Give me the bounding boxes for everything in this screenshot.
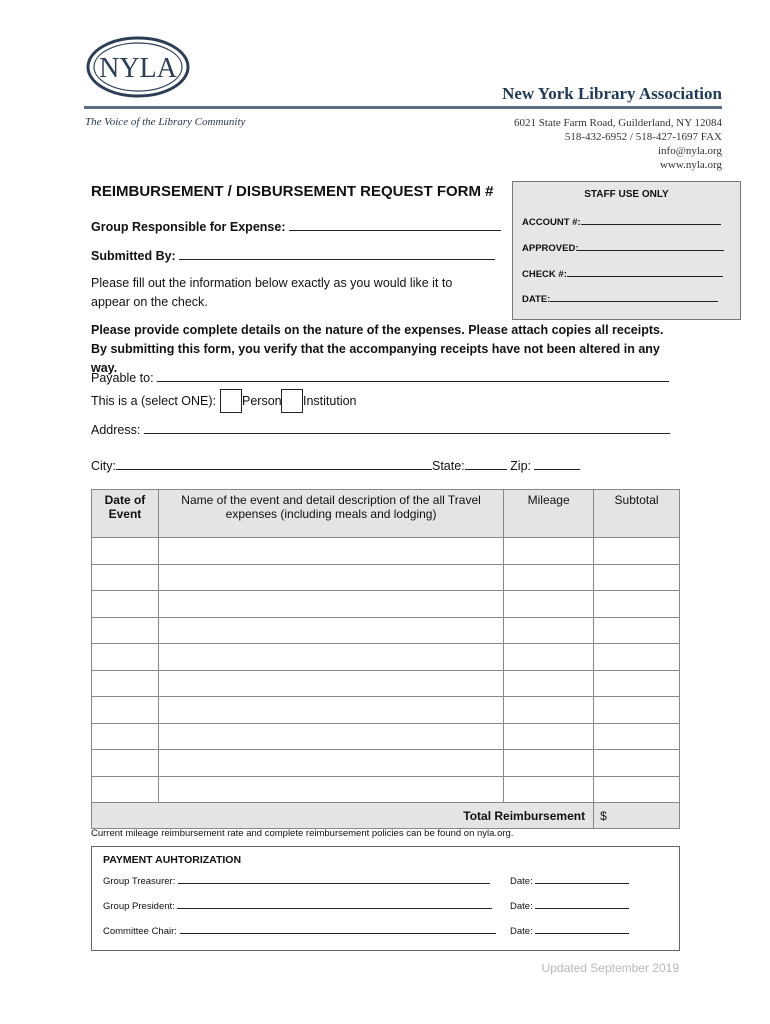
table-header-row (92, 490, 680, 538)
payable-field (91, 368, 669, 385)
expense-rows (92, 538, 680, 803)
address-label: Address: (91, 423, 141, 437)
header-rule (84, 106, 722, 109)
president-date-field (510, 898, 629, 912)
submitted-label: Submitted By: (91, 249, 176, 263)
address-field (91, 420, 670, 437)
president-label: Group President: (103, 901, 175, 912)
description-cell[interactable] (158, 617, 503, 644)
logo-text: NYLA (99, 53, 177, 84)
date-cell[interactable] (92, 591, 159, 618)
subtotal-cell[interactable] (594, 776, 680, 803)
approved-input[interactable] (578, 240, 724, 251)
submitted-input[interactable] (179, 246, 495, 260)
subtotal-cell[interactable] (594, 750, 680, 777)
subtotal-cell[interactable] (594, 617, 680, 644)
total-label: Total Reimbursement (92, 803, 594, 829)
description-cell[interactable] (158, 697, 503, 724)
col-description: Name of the event and detail description of the all Travel expenses (including meals and lodging) (158, 490, 503, 538)
chair-input[interactable] (180, 923, 496, 934)
table-row (92, 776, 680, 803)
person-checkbox[interactable] (220, 389, 242, 413)
table-row (92, 617, 680, 644)
date-cell[interactable] (92, 644, 159, 671)
subtotal-cell[interactable] (594, 564, 680, 591)
treasurer-label: Group Treasurer: (103, 876, 176, 887)
table-row (92, 564, 680, 591)
chair-date-label: Date: (510, 926, 533, 937)
check-field (522, 266, 723, 280)
instruction-text: Please fill out the information below exactly as you would like it to appear on the check. (91, 276, 453, 309)
city-label: City: (91, 459, 116, 473)
mileage-cell[interactable] (504, 776, 594, 803)
description-cell[interactable] (158, 750, 503, 777)
payment-authorization-box (91, 846, 680, 951)
date-cell[interactable] (92, 697, 159, 724)
table-row (92, 697, 680, 724)
date-label: DATE: (522, 294, 551, 305)
zip-label: Zip: (510, 459, 531, 473)
subtotal-cell[interactable] (594, 538, 680, 565)
treasurer-field (103, 873, 490, 887)
date-field (522, 291, 718, 305)
col-subtotal: Subtotal (594, 490, 680, 538)
date-cell[interactable] (92, 723, 159, 750)
date-cell[interactable] (92, 564, 159, 591)
mileage-cell[interactable] (504, 644, 594, 671)
state-label: State: (432, 459, 465, 473)
date-cell[interactable] (92, 750, 159, 777)
description-cell[interactable] (158, 564, 503, 591)
table-row (92, 591, 680, 618)
payable-input[interactable] (157, 368, 669, 382)
mileage-cell[interactable] (504, 617, 594, 644)
staff-title: STAFF USE ONLY (584, 189, 669, 200)
chair-field (103, 923, 496, 937)
group-input[interactable] (289, 217, 501, 231)
description-cell[interactable] (158, 538, 503, 565)
description-cell[interactable] (158, 723, 503, 750)
person-option-label: Person (242, 394, 282, 408)
table-row (92, 670, 680, 697)
group-label: Group Responsible for Expense: (91, 220, 286, 234)
treasurer-date-label: Date: (510, 876, 533, 887)
zip-input[interactable] (534, 456, 580, 470)
date-cell[interactable] (92, 670, 159, 697)
form-title: REIMBURSEMENT / DISBURSEMENT REQUEST FORM # (91, 183, 494, 200)
email-line: info@nyla.org (657, 145, 722, 157)
org-address (514, 116, 722, 172)
org-name: New York Library Association (502, 84, 722, 103)
table-row (92, 538, 680, 565)
mileage-cell[interactable] (504, 564, 594, 591)
mileage-cell[interactable] (504, 591, 594, 618)
address-input[interactable] (144, 420, 670, 434)
institution-checkbox[interactable] (281, 389, 303, 413)
description-cell[interactable] (158, 670, 503, 697)
phone-line: 518-432-6952 / 518-427-1697 FAX (564, 131, 722, 143)
chair-date-input[interactable] (535, 923, 629, 934)
approved-field (522, 240, 724, 254)
tagline: The Voice of the Library Community (85, 116, 246, 128)
nyla-logo (85, 35, 193, 99)
account-input[interactable] (581, 214, 721, 225)
mileage-cell[interactable] (504, 538, 594, 565)
subtotal-cell[interactable] (594, 644, 680, 671)
date-cell[interactable] (92, 538, 159, 565)
subtotal-cell[interactable] (594, 591, 680, 618)
treasurer-date-input[interactable] (535, 873, 629, 884)
treasurer-input[interactable] (178, 873, 490, 884)
president-date-input[interactable] (535, 898, 629, 909)
details-notice: Please provide complete details on the nature of the expenses. Please attach copies all receipts. By submitting this form, you verify that the accompanying receipts have not been altered in any way. (91, 323, 664, 375)
mileage-cell[interactable] (504, 750, 594, 777)
expense-table (91, 489, 680, 829)
treasurer-date-field (510, 873, 629, 887)
updated-date: Updated September 2019 (541, 961, 679, 975)
submitted-field (91, 246, 495, 263)
chair-label: Committee Chair: (103, 926, 177, 937)
table-row (92, 644, 680, 671)
city-input[interactable] (116, 456, 432, 470)
col-mileage: Mileage (504, 490, 594, 538)
institution-option-label: Institution (303, 394, 357, 408)
date-cell[interactable] (92, 776, 159, 803)
website-line: www.nyla.org (659, 159, 722, 171)
date-cell[interactable] (92, 617, 159, 644)
description-cell[interactable] (158, 776, 503, 803)
mileage-cell[interactable] (504, 697, 594, 724)
approved-label: APPROVED: (522, 243, 579, 254)
payment-title: PAYMENT AUHTORIZATION (103, 854, 242, 866)
staff-use-box (512, 181, 741, 320)
subtotal-cell[interactable] (594, 670, 680, 697)
president-input[interactable] (177, 898, 492, 909)
check-label: CHECK #: (522, 269, 567, 280)
mileage-cell[interactable] (504, 723, 594, 750)
date-input[interactable] (550, 291, 718, 302)
type-label: This is a (select ONE): (91, 394, 217, 408)
president-field (103, 898, 492, 912)
description-cell[interactable] (158, 591, 503, 618)
col-date: Date of Event (92, 490, 159, 538)
city-state-zip-row (91, 456, 580, 473)
group-field (91, 217, 501, 234)
table-row (92, 723, 680, 750)
subtotal-cell[interactable] (594, 697, 680, 724)
president-date-label: Date: (510, 901, 533, 912)
account-label: ACCOUNT #: (522, 217, 581, 228)
total-row (92, 803, 680, 829)
total-value[interactable]: $ (594, 803, 680, 829)
payable-label: Payable to: (91, 371, 154, 385)
description-cell[interactable] (158, 644, 503, 671)
mileage-note: Current mileage reimbursement rate and complete reimbursement policies can be found on nyla.org. (91, 828, 514, 839)
check-input[interactable] (567, 266, 723, 277)
account-field (522, 214, 721, 228)
type-field (91, 394, 216, 408)
chair-date-field (510, 923, 629, 937)
table-row (92, 750, 680, 777)
mileage-cell[interactable] (504, 670, 594, 697)
state-input[interactable] (465, 456, 507, 470)
subtotal-cell[interactable] (594, 723, 680, 750)
address-line: 6021 State Farm Road, Guilderland, NY 12084 (514, 117, 722, 129)
